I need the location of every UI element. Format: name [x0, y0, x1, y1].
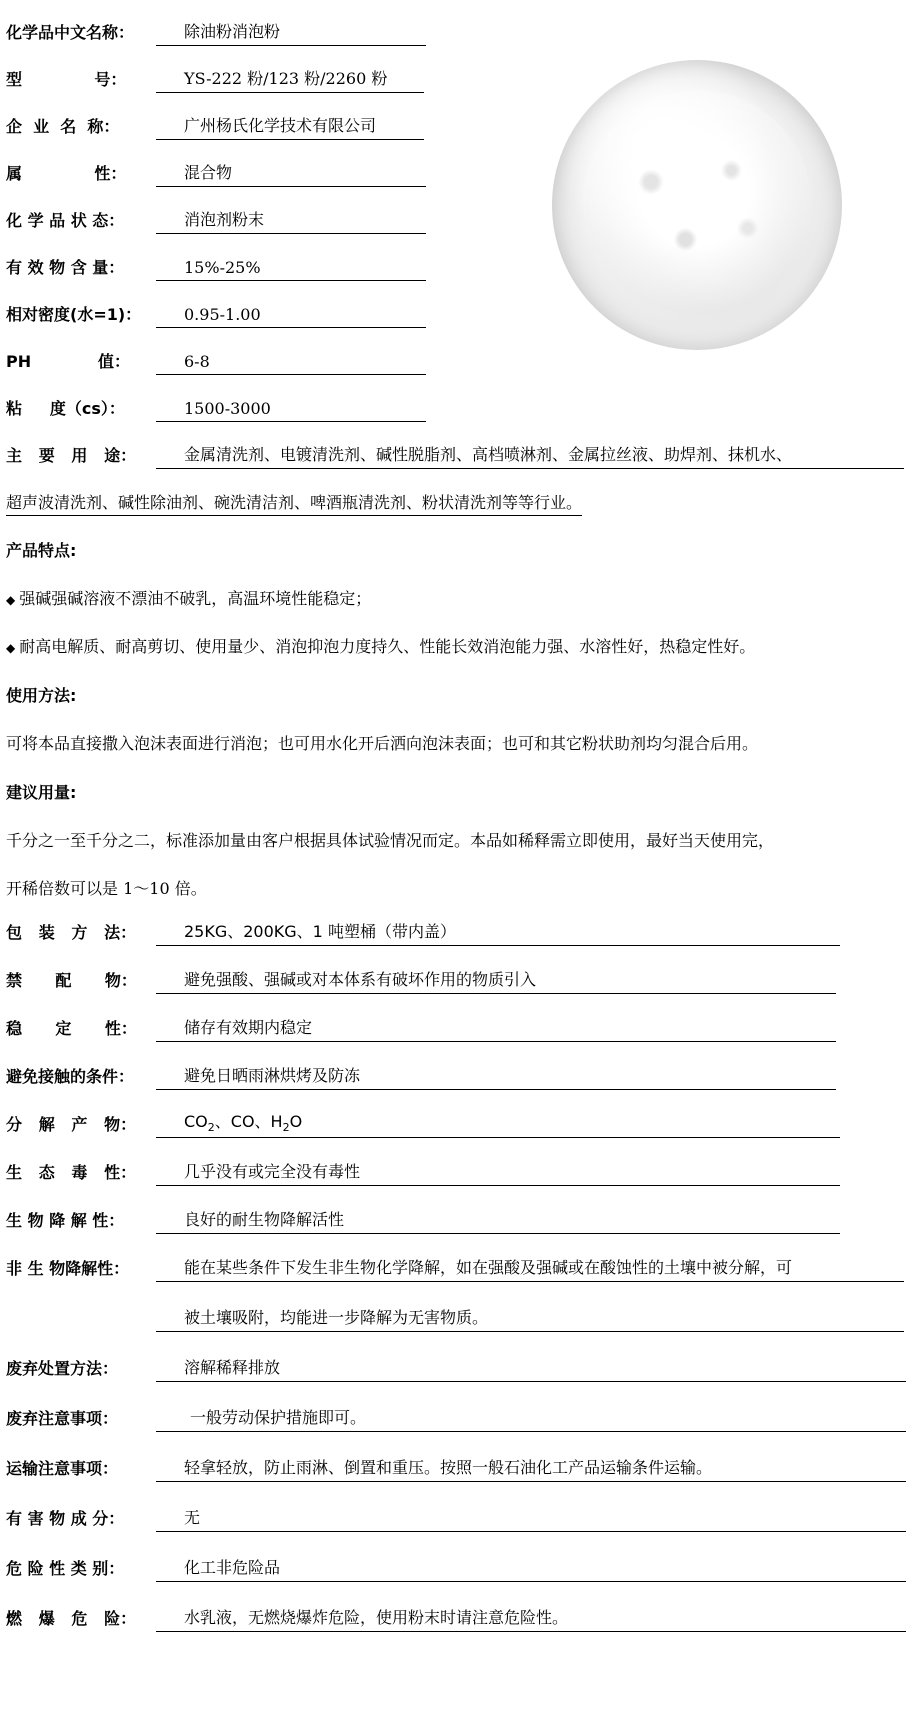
- field-label: 化学品中文名称：: [6, 23, 135, 42]
- field-value: 溶解稀释排放: [156, 1355, 906, 1382]
- field-value: 金属清洗剂、电镀清洗剂、碱性脱脂剂、高档喷淋剂、金属拉丝液、助焊剂、抹机水、: [156, 442, 904, 469]
- field-value: 能在某些条件下发生非生物化学降解，如在强酸及强碱或在酸蚀性的土壤中被分解，可: [156, 1255, 904, 1282]
- field-value: 无: [156, 1505, 906, 1532]
- field-label: 生 态 毒 性：: [6, 1163, 137, 1182]
- field-biodegradability: [6, 1202, 840, 1234]
- field-incompatible: [6, 962, 836, 994]
- dosage-text-line-2: 开稀倍数可以是 1～10 倍。: [6, 879, 207, 898]
- field-value: 避免日晒雨淋烘烤及防冻: [156, 1063, 836, 1090]
- feature-item: [6, 586, 371, 609]
- field-value: 一般劳动保护措施即可。: [156, 1405, 906, 1432]
- field-stability: [6, 1010, 836, 1042]
- field-eco-toxicity: [6, 1154, 840, 1186]
- method-text: 可将本品直接撒入泡沫表面进行消泡；也可用水化开后洒向泡沫表面；也可和其它粉状助剂均匀混合后用。: [6, 734, 759, 753]
- field-label: PH 值：: [6, 352, 130, 371]
- field-value: 轻拿轻放，防止雨淋、倒置和重压。按照一般石油化工产品运输条件运输。: [156, 1455, 906, 1482]
- field-value: 水乳液，无燃烧爆炸危险，使用粉末时请注意危险性。: [156, 1605, 906, 1632]
- field-hazardous-components: [6, 1500, 906, 1532]
- field-density: [6, 296, 426, 328]
- field-label: 分 解 产 物：: [6, 1115, 137, 1134]
- field-label: 废弃处置方法：: [6, 1359, 119, 1378]
- field-disposal-method: [6, 1350, 906, 1382]
- field-value: 除油粉消泡粉: [156, 19, 426, 46]
- field-value: 0.95-1.00: [156, 305, 426, 328]
- field-value: 广州杨氏化学技术有限公司: [156, 113, 424, 140]
- field-label: 粘 度（cs）：: [6, 399, 125, 418]
- diamond-bullet-icon: ◆: [6, 641, 16, 655]
- field-value: YS-222 粉/123 粉/2260 粉: [156, 66, 424, 93]
- field-label: 避免接触的条件：: [6, 1067, 135, 1086]
- dosage-text-line-1: 千分之一至千分之二，标准添加量由客户根据具体试验情况而定。本品如稀释需立即使用，最好当天使用完，: [6, 831, 775, 850]
- feature-text: 强碱强碱溶液不漂油不破乳，高温环境性能稳定；: [19, 589, 372, 608]
- feature-item: [6, 634, 755, 657]
- field-label: 运输注意事项：: [6, 1459, 119, 1478]
- field-value: 被土壤吸附，均能进一步降解为无害物质。: [156, 1305, 904, 1332]
- field-value: 15%-25%: [156, 258, 426, 281]
- field-transport-notes: [6, 1450, 906, 1482]
- usage-line-2: 超声波清洗剂、碱性除油剂、碗洗清洁剂、啤酒瓶清洗剂、粉状清洗剂等等行业。: [6, 493, 582, 516]
- field-label: 属 性：: [6, 164, 127, 183]
- field-label: 非 生 物降解性：: [6, 1259, 130, 1278]
- field-fire-explosion: [6, 1600, 906, 1632]
- field-disposal-notes: [6, 1400, 906, 1432]
- field-value: 1500-3000: [156, 399, 426, 422]
- dosage-heading: 建议用量:: [6, 783, 77, 802]
- field-state: [6, 202, 426, 234]
- field-chinese-name: [6, 14, 426, 46]
- field-label: 废弃注意事项：: [6, 1409, 119, 1428]
- field-label: 化 学 品 状 态：: [6, 211, 125, 230]
- field-label: 包 装 方 法：: [6, 923, 137, 942]
- field-value: 消泡剂粉末: [156, 207, 426, 234]
- field-ph: [6, 343, 426, 375]
- field-value: 储存有效期内稳定: [156, 1015, 836, 1042]
- field-avoid-conditions: [6, 1058, 836, 1090]
- field-active-content: [6, 249, 426, 281]
- field-value: $CO_2$、CO、$H_2O$: [156, 1109, 840, 1138]
- field-label: 企 业 名 称：: [6, 117, 120, 136]
- white-powder-bowl-photo: [552, 60, 842, 350]
- field-label: 有 效 物 含 量：: [6, 258, 125, 277]
- field-label: 主 要 用 途：: [6, 446, 137, 465]
- field-company: [6, 108, 424, 140]
- field-nonbio-degradability: [6, 1250, 904, 1282]
- method-heading: 使用方法:: [6, 686, 77, 705]
- features-heading: 产品特点:: [6, 541, 77, 560]
- feature-text: 耐高电解质、耐高剪切、使用量少、消泡抑泡力度持久、性能长效消泡能力强、水溶性好，热稳定性好。: [19, 637, 756, 656]
- field-hazard-class: [6, 1550, 906, 1582]
- field-label: 有 害 物 成 分：: [6, 1509, 125, 1528]
- field-value: 25KG、200KG、1 吨塑桶（带内盖）: [156, 919, 840, 946]
- field-label: 生 物 降 解 性：: [6, 1211, 125, 1230]
- field-viscosity: [6, 390, 426, 422]
- field-property: [6, 155, 426, 187]
- field-label: 燃 爆 危 险：: [6, 1609, 137, 1628]
- field-value: 良好的耐生物降解活性: [156, 1207, 840, 1234]
- diamond-bullet-icon: ◆: [6, 593, 16, 607]
- field-label: 型 号：: [6, 70, 127, 89]
- field-decomposition: [6, 1106, 840, 1138]
- field-label: 稳 定 性：: [6, 1019, 137, 1038]
- field-usage: [6, 437, 904, 469]
- field-value: 6-8: [156, 352, 426, 375]
- field-label: 相对密度(水=1)：: [6, 305, 142, 324]
- field-value: 化工非危险品: [156, 1555, 906, 1582]
- usage-continuation: [6, 490, 582, 513]
- nonbio-continuation: [156, 1300, 904, 1332]
- field-label: 危 险 性 类 别：: [6, 1559, 125, 1578]
- field-label: 禁 配 物：: [6, 971, 137, 990]
- field-packaging: [6, 914, 840, 946]
- field-value: 混合物: [156, 160, 426, 187]
- field-model: [6, 61, 424, 93]
- field-value: 几乎没有或完全没有毒性: [156, 1159, 840, 1186]
- field-value: 避免强酸、强碱或对本体系有破坏作用的物质引入: [156, 967, 836, 994]
